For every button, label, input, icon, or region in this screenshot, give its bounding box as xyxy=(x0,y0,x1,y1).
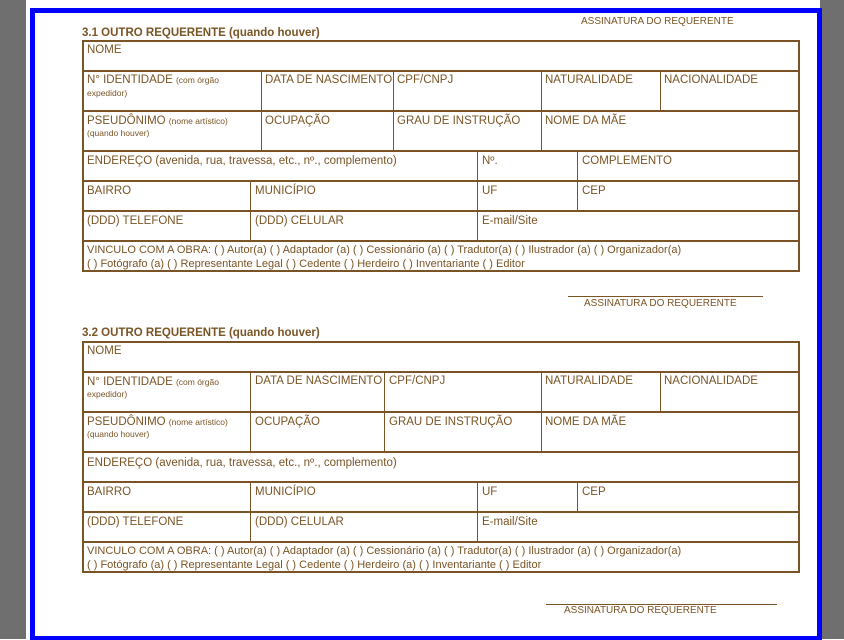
label-identidade-text: N° IDENTIDADE xyxy=(87,74,173,86)
label-mae: NOME DA MÃE xyxy=(545,416,627,428)
label-celular: (DDD) CELULAR xyxy=(255,516,344,528)
label-pseudonimo-note: (nome artístico) xyxy=(168,417,228,427)
top-signature-label: ASSINATURA DO REQUERENTE xyxy=(581,16,734,27)
label-nacionalidade: NACIONALIDADE xyxy=(664,375,758,387)
label-pseudonimo xyxy=(87,115,228,128)
label-naturalidade: NATURALIDADE xyxy=(545,74,633,86)
label-vinculo-line2: ( ) Fotógrafo (a) ( ) Representante Legal ( ) Cedente ( ) Herdeiro ( ) Inventariante ( ) Editor xyxy=(87,258,525,270)
divider xyxy=(577,483,578,513)
divider xyxy=(477,182,478,212)
label-nascimento: DATA DE NASCIMENTO xyxy=(255,375,383,387)
label-endereco: ENDEREÇO (avenida, rua, travessa, etc., nº., complemento) xyxy=(87,457,397,469)
label-cep: CEP xyxy=(582,185,606,197)
field-nome[interactable] xyxy=(82,341,800,373)
row-telefone xyxy=(82,210,800,242)
label-vinculo-line1: VINCULO COM A OBRA: ( ) Autor(a) ( ) Adaptador (a) ( ) Cessionário (a) ( ) Tradutor(a) ( ) Ilustrador (a) ( ) Organizador(a) xyxy=(87,244,682,256)
divider xyxy=(541,413,542,453)
section-title-3-2: 3.2 OUTRO REQUERENTE (quando houver) xyxy=(82,327,320,339)
divider xyxy=(261,72,262,112)
label-cpf: CPF/CNPJ xyxy=(389,375,446,387)
label-ocupacao: OCUPAÇÃO xyxy=(265,115,330,127)
label-identidade xyxy=(87,74,219,87)
label-pseudonimo-text: PSEUDÔNIMO xyxy=(87,416,166,428)
divider xyxy=(541,373,542,413)
label-nacionalidade: NACIONALIDADE xyxy=(664,74,758,86)
label-vinculo-line2: ( ) Fotógrafo (a) ( ) Representante Legal ( ) Cedente ( ) Herdeiro (a) ( ) Inventariante ( ) Editor xyxy=(87,559,542,571)
field-nome[interactable] xyxy=(82,40,800,72)
divider xyxy=(384,373,385,413)
label-uf: UF xyxy=(482,185,498,197)
row-vinculo xyxy=(82,541,800,573)
label-complemento: COMPLEMENTO xyxy=(582,155,672,167)
row-bairro xyxy=(82,180,800,212)
label-municipio: MUNICÍPIO xyxy=(255,185,316,197)
label-mae: NOME DA MÃE xyxy=(545,115,627,127)
label-bairro: BAIRRO xyxy=(87,486,132,498)
row-telefone xyxy=(82,511,800,543)
row-endereco xyxy=(82,150,800,182)
divider xyxy=(477,152,478,182)
label-pseudonimo xyxy=(87,416,228,429)
divider xyxy=(577,152,578,182)
row-pseudonimo xyxy=(82,110,800,152)
label-nascimento: DATA DE NASCIMENTO xyxy=(265,74,393,86)
label-uf: UF xyxy=(482,486,498,498)
label-nome: NOME xyxy=(87,345,122,357)
divider xyxy=(577,182,578,212)
divider xyxy=(261,112,262,152)
row-vinculo xyxy=(82,240,800,272)
label-bairro: BAIRRO xyxy=(87,185,132,197)
row-pseudonimo xyxy=(82,411,800,453)
label-identidade-text: N° IDENTIDADE xyxy=(87,376,173,388)
divider xyxy=(250,513,251,543)
divider xyxy=(250,413,251,453)
label-municipio: MUNICÍPIO xyxy=(255,486,316,498)
label-naturalidade: NATURALIDADE xyxy=(545,375,633,387)
divider xyxy=(477,513,478,543)
divider xyxy=(250,182,251,212)
label-identidade-note2: expedidor) xyxy=(87,389,128,399)
divider xyxy=(393,72,394,112)
divider xyxy=(541,72,542,112)
label-email: E-mail/Site xyxy=(482,516,538,528)
row-endereco xyxy=(82,451,800,483)
label-ocupacao: OCUPAÇÃO xyxy=(255,416,320,428)
label-pseudonimo-note2: (quando houver) xyxy=(87,429,150,439)
signature-line xyxy=(568,296,763,297)
label-celular: (DDD) CELULAR xyxy=(255,215,344,227)
label-identidade-note2: expedidor) xyxy=(87,88,128,98)
divider xyxy=(393,112,394,152)
label-cpf: CPF/CNPJ xyxy=(397,74,454,86)
divider xyxy=(541,112,542,152)
divider xyxy=(660,373,661,413)
divider xyxy=(384,413,385,453)
divider xyxy=(477,483,478,513)
label-telefone: (DDD) TELEFONE xyxy=(87,516,184,528)
label-pseudonimo-text: PSEUDÔNIMO xyxy=(87,115,166,127)
label-pseudonimo-note: (nome artístico) xyxy=(168,116,228,126)
signature-label-3-1: ASSINATURA DO REQUERENTE xyxy=(584,298,737,309)
label-identidade-note: (com órgão xyxy=(175,75,219,85)
label-identidade-note: (com órgão xyxy=(175,377,219,387)
section-title-3-1: 3.1 OUTRO REQUERENTE (quando houver) xyxy=(82,27,320,39)
divider xyxy=(660,72,661,112)
row-bairro xyxy=(82,481,800,513)
label-nome: NOME xyxy=(87,44,122,56)
label-grau: GRAU DE INSTRUÇÃO xyxy=(397,115,521,127)
divider xyxy=(250,212,251,242)
divider xyxy=(250,483,251,513)
label-pseudonimo-note2: (quando houver) xyxy=(87,128,150,138)
divider xyxy=(250,373,251,413)
row-identidade xyxy=(82,371,800,413)
label-identidade xyxy=(87,376,219,389)
label-grau: GRAU DE INSTRUÇÃO xyxy=(389,416,513,428)
divider xyxy=(477,212,478,242)
label-vinculo-line1: VINCULO COM A OBRA: ( ) Autor(a) ( ) Adaptador (a) ( ) Cessionário (a) ( ) Tradutor(a) ( ) Ilustrador (a) ( ) Organizador(a) xyxy=(87,545,682,557)
signature-label-3-2: ASSINATURA DO REQUERENTE xyxy=(564,605,717,616)
label-numero: Nº. xyxy=(482,155,498,167)
label-cep: CEP xyxy=(582,486,606,498)
label-email: E-mail/Site xyxy=(482,215,538,227)
row-identidade xyxy=(82,70,800,112)
label-telefone: (DDD) TELEFONE xyxy=(87,215,184,227)
label-endereco: ENDEREÇO (avenida, rua, travessa, etc., nº., complemento) xyxy=(87,155,397,167)
